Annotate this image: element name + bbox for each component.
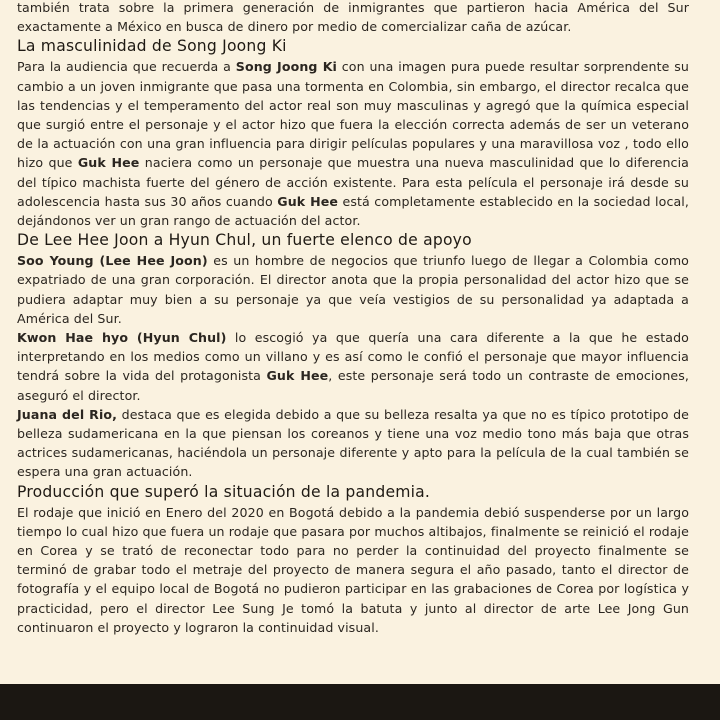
text-run: con una imagen pura puede resultar sorprendente su cambio a un joven inmigrante que pasa una tormenta en Colombia, sin embargo, el director recalca que las tendencias y el temperamento del actor real son muy masculinas y agregó que la química especial que surgió entre el personaje y el actor hizo que fuera la elección correcta además de ser un veterano de la actuación con una gran influencia para dirigir películas populares y una maravillosa voz , todo ello hizo que — [17, 59, 689, 171]
intro-paragraph: también trata sobre la primera generación de inmigrantes que partieron hacia América del Sur exactamente a México en busca de dinero por medio de comercializar caña de azúcar. — [17, 0, 689, 35]
name-juana-del-rio: Juana del Rio, — [17, 406, 118, 422]
name-kwon-hae-hyo: Kwon Hae hyo (Hyun Chul) — [17, 330, 227, 346]
name-guk-hee: Guk Hee — [266, 368, 329, 384]
name-soo-young: Soo Young (Lee Hee Joon) — [17, 253, 208, 269]
text-run: está completamente establecido en la sociedad local, dejándonos ver un gran rango de actuación del actor. — [17, 193, 690, 229]
name-guk-hee: Guk Hee — [277, 193, 339, 209]
heading-supporting-cast: De Lee Hee Joon a Hyun Chul, un fuerte elenco de apoyo — [17, 231, 472, 250]
name-guk-hee: Guk Hee — [77, 155, 140, 171]
paragraph-juana-del-rio — [17, 405, 689, 482]
article-body — [17, 0, 689, 637]
paragraph-kwon-hae-hyo — [17, 328, 689, 405]
text-run: lo escogió ya que quería una cara diferente a la que he estado interpretando en los medios como un villano y es así como le confió el personaje que mayor influencia tendrá sobre la vida del protagonista — [17, 330, 689, 384]
paragraph-soo-young — [17, 251, 689, 328]
paragraph-production: El rodaje que inició en Enero del 2020 en Bogotá debido a la pandemia debió suspenderse por un largo tiempo lo cual hizo que fuera un rodaje que pasara por muchos altibajos, finalmente se reinició el rodaje en Corea y se trató de reconectar todo para no perder la continuidad del proyecto finalmente se terminó de grabar todo el metraje del proyecto de manera segura el año pasado, tanto el director de fotografía y el equipo local de Bogotá no pudieron participar en las grabaciones de Corea por logística y practicidad, pero el director Lee Sung Je tomó la batuta y junto al director de arte Lee Jong Gun continuaron el proyecto y lograron la continuidad visual. — [17, 504, 689, 635]
heading-production: Producción que superó la situación de la pandemia. — [17, 482, 431, 501]
paragraph-song-joong-ki — [17, 57, 689, 230]
name-song-joong-ki: Song Joong Ki — [235, 59, 337, 75]
text-run: , este personaje será todo un contraste de emociones, aseguró el director. — [17, 368, 690, 403]
text-run: Para la audiencia que recuerda a — [17, 59, 236, 75]
text-run: es un hombre de negocios que triunfo luego de llegar a Colombia como expatriado de una gran corporación. El director anota que la propia personalidad del actor hizo que se pudiera adaptar muy bien a su personaje ya que veía vestigios de su personalidad ya adaptada a América del Sur. — [17, 253, 689, 326]
text-run: destaca que es elegida debido a que su belleza resalta ya que no es típico prototipo de belleza sudamericana en la que piensan los coreanos y tiene una voz medio tono más baja que otras actrices sudamericanas, haciéndola un personaje diferente y apto para la película de la cual también se espera una gran actuación. — [17, 406, 690, 480]
footer-bar — [0, 684, 720, 720]
text-run: naciera como un personaje que muestra una nueva masculinidad que lo diferencia del típico machista fuerte del género de acción existente. Para esta película el personaje irá desde su adolescencia hasta sus 30 años cuando — [17, 155, 689, 209]
heading-song-joong-ki: La masculinidad de Song Joong Ki — [17, 37, 287, 56]
